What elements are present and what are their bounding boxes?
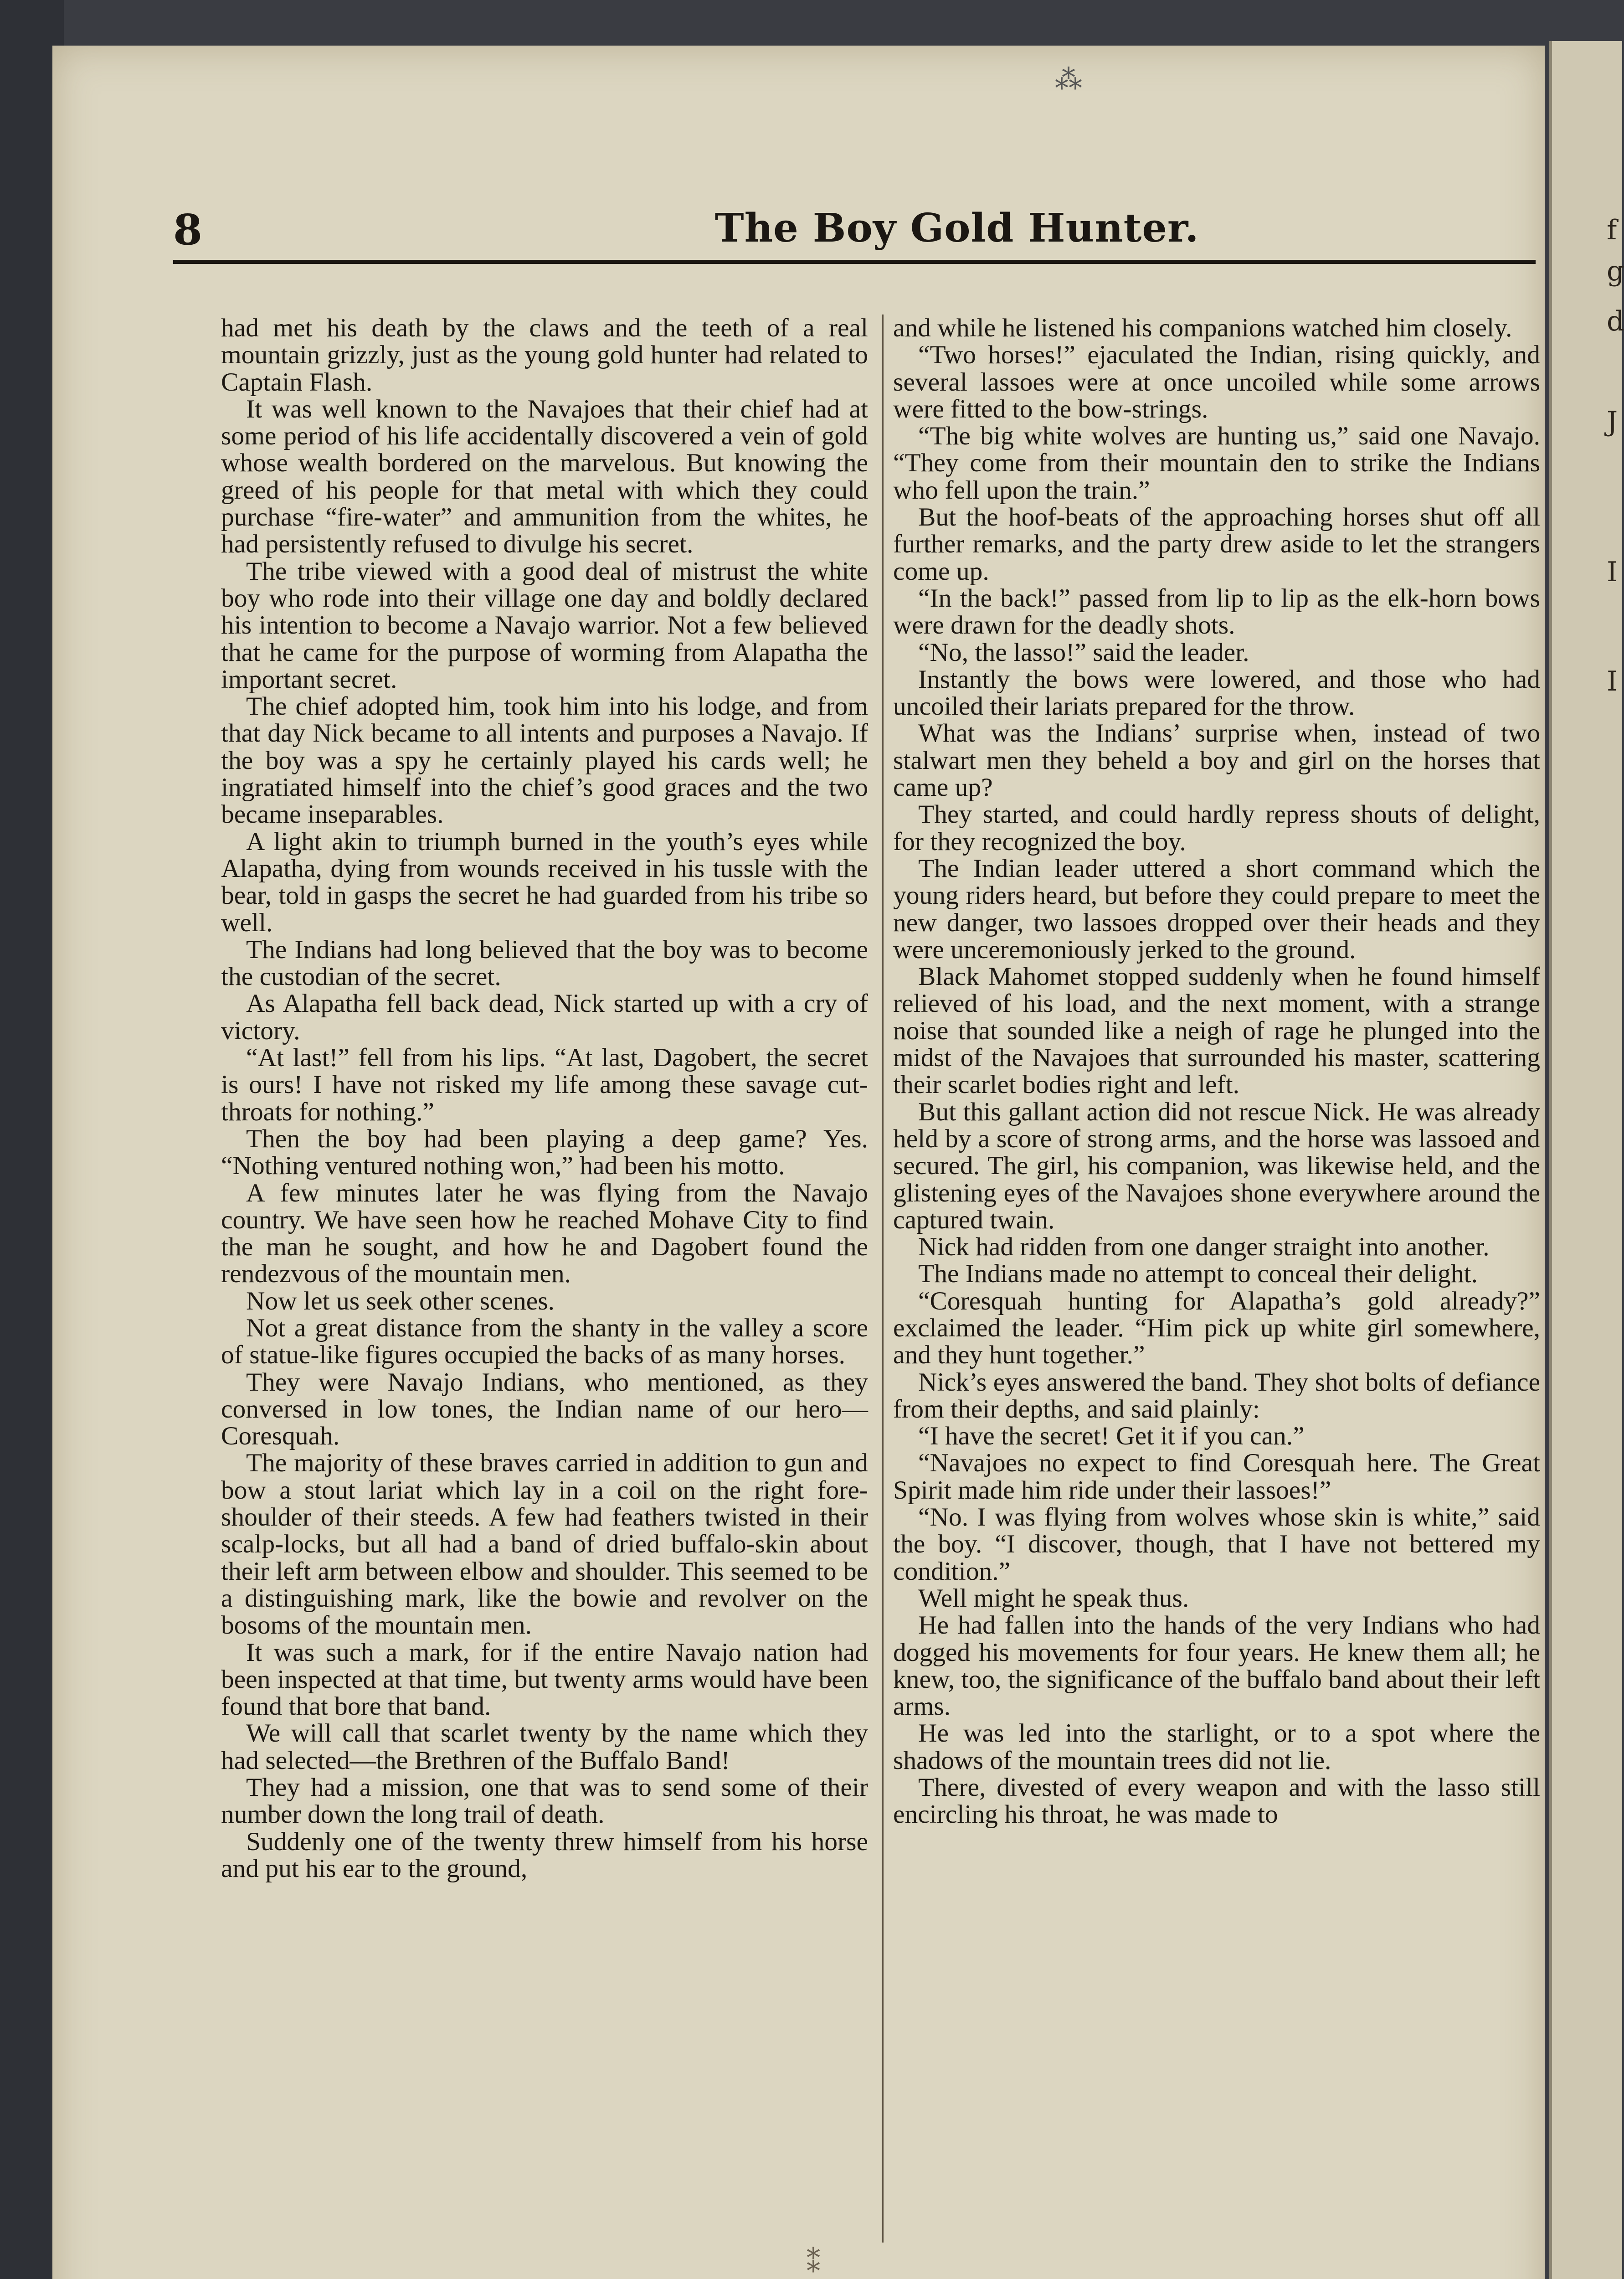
- paragraph: had met his death by the claws and the teeth of a real mountain grizzly, just as the young gold hunter had related to Captain Flash.: [221, 314, 868, 397]
- adjacent-page-fragment: d: [1607, 305, 1624, 337]
- paragraph: Black Mahomet stopped suddenly when he found himself relieved of his load, and the next moment, with a strange noise that sounded like a neigh of rage he plunged into the midst of the Navajoes that surrounded his master, scattering their scarlet bodies right and left.: [893, 962, 1540, 1099]
- paragraph: Nick’s eyes answered the band. They shot bolts of defiance from their depths, and said plainly:: [893, 1367, 1540, 1423]
- right-column: [893, 315, 1540, 1828]
- paragraph: “No, the lasso!” said the leader.: [918, 638, 1249, 667]
- adjacent-page-edge: [1549, 41, 1622, 2279]
- paragraph: “Two horses!” ejaculated the Indian, rising quickly, and several lassoes were at once uncoiled while some arrows were fitted to the bow-strings.: [893, 340, 1540, 423]
- paragraph: Well might he speak thus.: [918, 1583, 1189, 1613]
- paragraph: A few minutes later he was flying from the Navajo country. We have seen how he reached Mohave City to find the man he sought, and how he and Dagobert found the rendezvous of the mountain men.: [221, 1178, 868, 1289]
- paragraph: “In the back!” passed from lip to lip as the elk-horn bows were drawn for the deadly shots.: [893, 583, 1540, 640]
- adjacent-page-fragment: g: [1607, 255, 1624, 287]
- paragraph: But this gallant action did not rescue Nick. He was already held by a score of strong arms, and the horse was lassoed and secured. The girl, his companion, was likewise held, and the glistening eyes of the Navajoes shone everywhere around the captured twain.: [893, 1097, 1540, 1234]
- paragraph: It was well known to the Navajoes that their chief had at some period of his life accidentally discovered a vein of gold whose wealth bordered on the marvelous. But knowing the greed of his people for that metal with which they could purchase “fire-water” and ammunition from the whites, he had persistently refused to divulge his secret.: [221, 394, 868, 559]
- paragraph: The Indians made no attempt to conceal their delight.: [918, 1259, 1478, 1289]
- page-number: 8: [173, 205, 203, 254]
- paragraph: “Coresquah hunting for Alapatha’s gold already?” exclaimed the leader. “Him pick up white girl somewhere, and they hunt together.”: [893, 1286, 1540, 1370]
- printer-mark: ⁑: [807, 2247, 820, 2279]
- paragraph: Instantly the bows were lowered, and those who had uncoiled their lariats prepared for the throw.: [893, 665, 1540, 721]
- paragraph: He had fallen into the hands of the very Indians who had dogged his movements for four years. He knew them all; he knew, too, the significance of the buffalo band about their left arms.: [893, 1611, 1540, 1721]
- paragraph: The Indian leader uttered a short command which the young riders heard, but before they could prepare to meet the new danger, two lassoes dropped over their heads and they were unceremoniously jerked to the ground.: [893, 854, 1540, 964]
- paragraph: He was led into the starlight, or to a spot where the shadows of the mountain trees did not lie.: [893, 1719, 1540, 1775]
- paragraph: A light akin to triumph burned in the youth’s eyes while Alapatha, dying from wounds received in his tussle with the bear, told in gasps the secret he had guarded from his tribe so well.: [221, 827, 868, 937]
- paragraph: But the hoof-beats of the approaching horses shut off all further remarks, and the party drew aside to let the strangers come up.: [893, 503, 1540, 586]
- paragraph: They started, and could hardly repress shouts of delight, for they recognized the boy.: [893, 800, 1540, 856]
- page-header: [173, 196, 1536, 264]
- paragraph: “No. I was flying from wolves whose skin is white,” said the boy. “I discover, though, that I have not bettered my condition.”: [893, 1503, 1540, 1586]
- column-divider: [882, 315, 884, 2243]
- paragraph: “Navajoes no expect to find Coresquah here. The Great Spirit made him ride under their lassoes!”: [893, 1449, 1540, 1505]
- paragraph: What was the Indians’ surprise when, instead of two stalwart men they beheld a boy and girl on the horses that came up?: [893, 719, 1540, 802]
- paragraph: There, divested of every weapon and with the lasso still encircling his throat, he was made to: [893, 1773, 1540, 1829]
- left-column: [221, 315, 868, 1882]
- paragraph: The Indians had long believed that the boy was to become the custodian of the secret.: [221, 935, 868, 991]
- paragraph: As Alapatha fell back dead, Nick started up with a cry of victory.: [221, 989, 868, 1045]
- paragraph: They were Navajo Indians, who mentioned, as they conversed in low tones, the Indian name of our hero—Coresquah.: [221, 1367, 868, 1451]
- paragraph: Suddenly one of the twenty threw himself from his horse and put his ear to the ground,: [221, 1827, 868, 1883]
- paragraph: and while he listened his companions watched him closely.: [893, 314, 1512, 342]
- adjacent-page-fragment: f: [1607, 214, 1617, 246]
- paragraph: Nick had ridden from one danger straight into another.: [918, 1232, 1490, 1262]
- adjacent-page-fragment: J: [1607, 406, 1618, 438]
- paragraph: It was such a mark, for if the entire Navajo nation had been inspected at that time, but twenty arms would have been found that bore that band.: [221, 1638, 868, 1721]
- adjacent-page-fragment: I: [1607, 665, 1618, 697]
- paragraph: Not a great distance from the shanty in the valley a score of statue-like figures occupied the backs of as many horses.: [221, 1313, 868, 1370]
- adjacent-page-fragment: I: [1607, 556, 1618, 588]
- paragraph: “The big white wolves are hunting us,” said one Navajo. “They come from their mountain den to strike the Indians who fell upon the train.”: [893, 422, 1540, 505]
- paragraph: “I have the secret! Get it if you can.”: [918, 1422, 1305, 1451]
- paragraph: The chief adopted him, took him into his lodge, and from that day Nick became to all intents and purposes a Navajo. If the boy was a spy he certainly played his cards well; he ingratiated himself into the chief’s good graces and the two became inseparables.: [221, 692, 868, 829]
- paragraph: “At last!” fell from his lips. “At last, Dagobert, the secret is ours! I have not risked my life among these savage cut-throats for nothing.”: [221, 1043, 868, 1126]
- fold-mark: ⁂: [1055, 64, 1082, 96]
- paragraph: We will call that scarlet twenty by the name which they had selected—the Brethren of the Buffalo Band!: [221, 1719, 868, 1775]
- paragraph: They had a mission, one that was to send some of their number down the long trail of death.: [221, 1773, 868, 1829]
- running-title: The Boy Gold Hunter.: [714, 205, 1199, 251]
- paragraph: Now let us seek other scenes.: [246, 1286, 555, 1315]
- paragraph: The tribe viewed with a good deal of mistrust the white boy who rode into their village one day and boldly declared his intention to become a Navajo warrior. Not a few believed that he came for the purpose of worming from Alapatha the important secret.: [221, 557, 868, 694]
- paragraph: The majority of these braves carried in addition to gun and bow a stout lariat which lay in a coil on the right fore-shoulder of their steeds. A few had feathers twisted in their scalp-locks, but all had a band of dried buffalo-skin about their left arm between elbow and shoulder. This seemed to be a distinguishing mark, like the bowie and revolver on the bosoms of the mountain men.: [221, 1449, 868, 1640]
- paragraph: Then the boy had been playing a deep game? Yes. “Nothing ventured nothing won,” had been his motto.: [221, 1124, 868, 1181]
